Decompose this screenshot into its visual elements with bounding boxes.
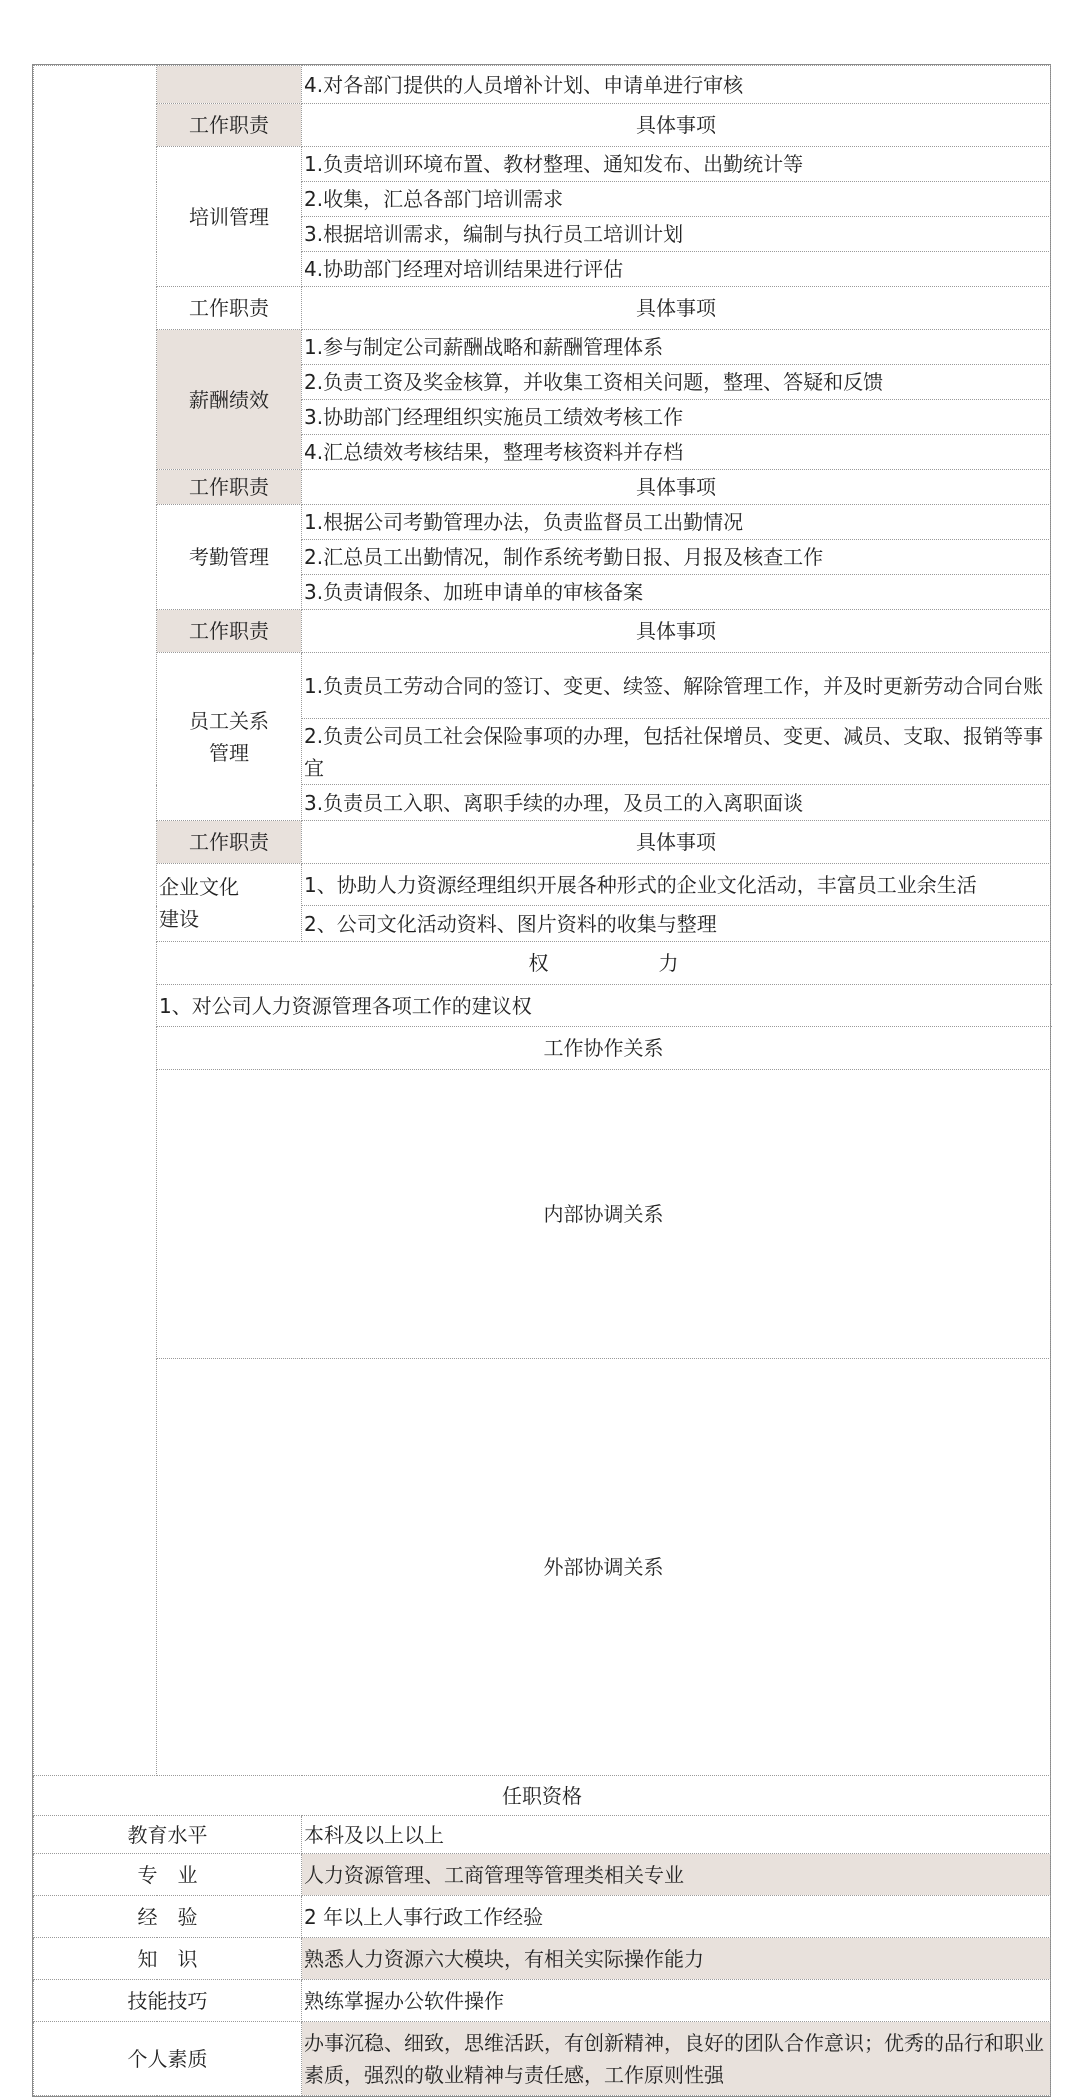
duty-item: 4.汇总绩效考核结果，整理考核资料并存档 (302, 435, 1051, 470)
section-name-line: 建设 (159, 906, 199, 931)
duty-item: 3.根据培训需求，编制与执行员工培训计划 (302, 217, 1051, 252)
job-description-table (33, 65, 1051, 2096)
authority-title (157, 942, 1051, 985)
duty-item: 1、协助人力资源经理组织开展各种形式的企业文化活动，丰富员工业余生活 (302, 864, 1051, 906)
section-name-line: 管理 (209, 740, 249, 765)
authority-item: 1、对公司人力资源管理各项工作的建议权 (157, 985, 1051, 1027)
authority-title-b: 力 (658, 951, 679, 975)
blank-duty-cell (157, 66, 302, 104)
duty-item: 2.收集，汇总各部门培训需求 (302, 182, 1051, 217)
duty-item: 1.负责培训环境布置、教材整理、通知发布、出勤统计等 (302, 147, 1051, 182)
duty-header-left: 工作职责 (157, 287, 302, 330)
qualification-label: 知 识 (34, 1938, 302, 1980)
section-name-training: 培训管理 (157, 147, 302, 287)
qualification-value: 人力资源管理、工商管理等管理类相关专业 (302, 1854, 1051, 1896)
qualification-value: 熟悉人力资源六大模块，有相关实际操作能力 (302, 1938, 1051, 1980)
section-name-line: 企业文化 (159, 874, 239, 899)
section-name-attendance: 考勤管理 (157, 505, 302, 610)
duty-item: 2.汇总员工出勤情况，制作系统考勤日报、月报及核查工作 (302, 540, 1051, 575)
qualification-label: 经 验 (34, 1896, 302, 1938)
section-name-compensation: 薪酬绩效 (157, 330, 302, 470)
section-name-employee-relations (157, 653, 302, 821)
duty-item: 2.负责工资及奖金核算，并收集工资相关问题，整理、答疑和反馈 (302, 365, 1051, 400)
duty-header-right: 具体事项 (302, 610, 1051, 653)
qualification-value: 本科及以上以上 (302, 1816, 1051, 1854)
duty-item: 1.参与制定公司薪酬战略和薪酬管理体系 (302, 330, 1051, 365)
qualification-label: 专 业 (34, 1854, 302, 1896)
section-name-corporate-culture (157, 864, 302, 942)
duty-item: 2、公司文化活动资料、图片资料的收集与整理 (302, 906, 1051, 942)
qualification-value: 2 年以上人事行政工作经验 (302, 1896, 1051, 1938)
left-blank-column (34, 66, 157, 1776)
duty-header-right: 具体事项 (302, 104, 1051, 147)
qualification-label: 个人素质 (34, 2022, 302, 2096)
duty-header-right: 具体事项 (302, 287, 1051, 330)
duty-item: 2.负责公司员工社会保险事项的办理，包括社保增员、变更、减员、支取、报销等事宜 (302, 719, 1051, 785)
qualifications-title: 任职资格 (34, 1776, 1051, 1816)
duty-item: 3.协助部门经理组织实施员工绩效考核工作 (302, 400, 1051, 435)
qualification-value: 办事沉稳、细致，思维活跃，有创新精神，良好的团队合作意识；优秀的品行和职业素质，强烈的敬业精神与责任感，工作原则性强 (302, 2022, 1051, 2096)
cooperation-label-external: 外部协调关系 (157, 1359, 1051, 1776)
qualification-label: 技能技巧 (34, 1980, 302, 2022)
cooperation-label-internal: 内部协调关系 (157, 1070, 1051, 1359)
duty-header-left: 工作职责 (157, 470, 302, 505)
duty-item: 3.负责员工入职、离职手续的办理，及员工的入离职面谈 (302, 785, 1051, 821)
duty-item: 1.负责员工劳动合同的签订、变更、续签、解除管理工作，并及时更新劳动合同台账 (302, 653, 1051, 719)
qualification-value: 熟练掌握办公软件操作 (302, 1980, 1051, 2022)
duty-header-left: 工作职责 (157, 821, 302, 864)
duty-header-left: 工作职责 (157, 104, 302, 147)
job-description-sheet (32, 64, 1051, 2097)
duty-item: 4.协助部门经理对培训结果进行评估 (302, 252, 1051, 287)
authority-title-a: 权 (528, 951, 549, 975)
duty-header-left: 工作职责 (157, 610, 302, 653)
duty-item: 3.负责请假条、加班申请单的审核备案 (302, 575, 1051, 610)
section-name-line: 员工关系 (189, 708, 269, 733)
duty-item: 1.根据公司考勤管理办法，负责监督员工出勤情况 (302, 505, 1051, 540)
duty-header-right: 具体事项 (302, 470, 1051, 505)
cooperation-title: 工作协作关系 (157, 1027, 1051, 1070)
qualification-label: 教育水平 (34, 1816, 302, 1854)
duty-item: 4.对各部门提供的人员增补计划、申请单进行审核 (302, 66, 1051, 104)
duty-header-right: 具体事项 (302, 821, 1051, 864)
